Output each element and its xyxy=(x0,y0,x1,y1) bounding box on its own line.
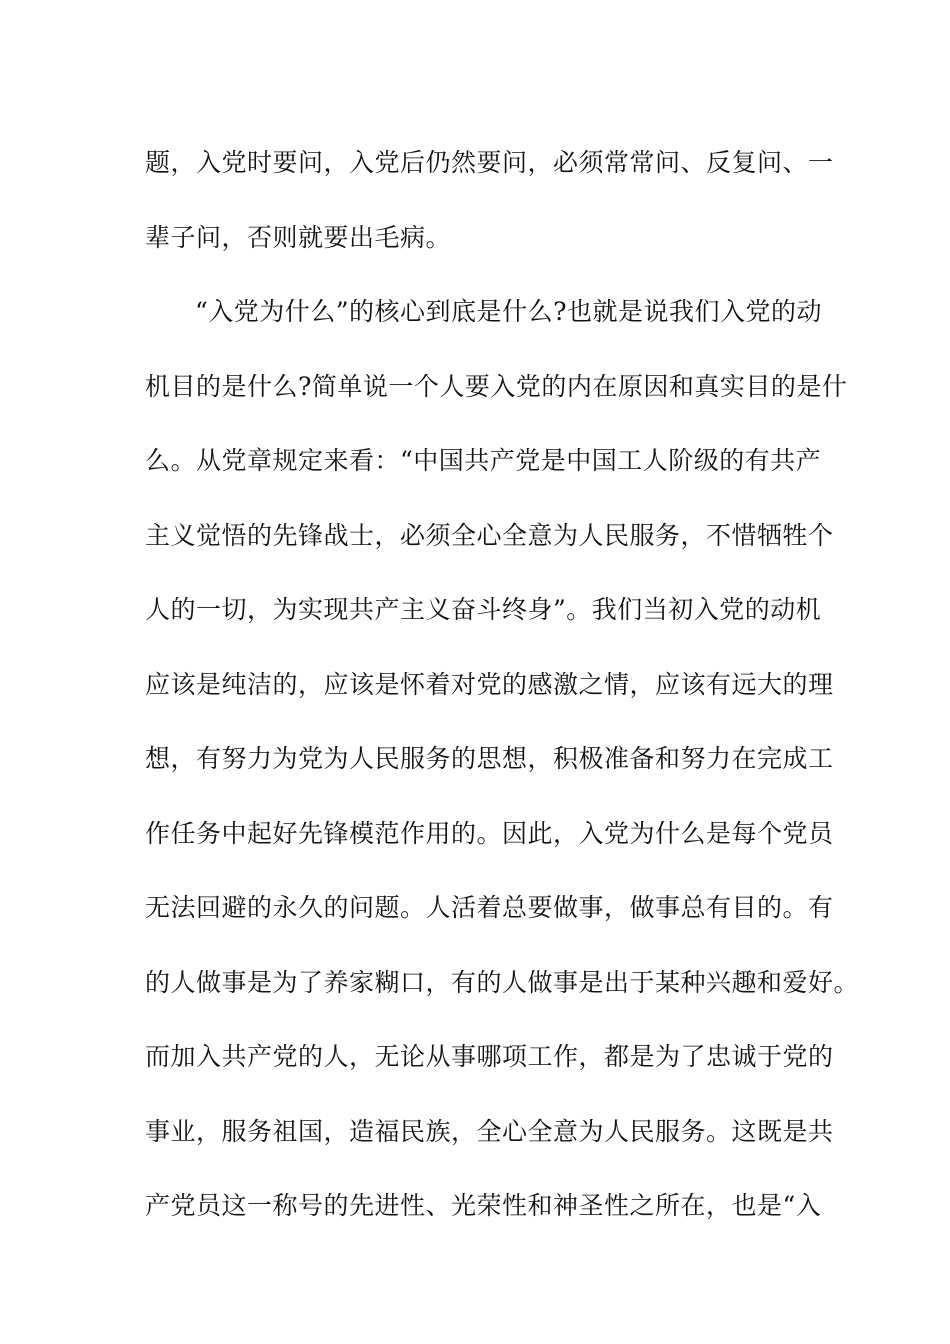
text-line: 辈子问，否则就要出毛病。 xyxy=(145,222,452,252)
text-line: 产党员这一称号的先进性、光荣性和神圣性之所在，也是“入 xyxy=(145,1191,822,1220)
text-line: 主义觉悟的先锋战士，必须全心全意为人民服务，不惜牺牲个 xyxy=(145,520,834,550)
text-line: 机目的是什么?简单说一个人要入党的内在原因和真实目的是什 xyxy=(145,371,848,401)
text-line: 无法回避的永久的问题。人活着总要做事，做事总有目的。有 xyxy=(145,893,834,922)
text-line: 应该是纯洁的，应该是怀着对党的感激之情，应该有远大的理 xyxy=(145,669,834,699)
text-line: 人的一切，为实现共产主义奋斗终身”。我们当初入党的动机 xyxy=(145,595,822,624)
body-text xyxy=(145,126,860,1244)
text-line: 题，入党时要问，入党后仍然要问，必须常常问、反复问、一 xyxy=(145,148,834,177)
text-line: 事业，服务祖国，造福民族，全心全意为人民服务。这既是共 xyxy=(145,1116,834,1146)
paragraph-start-line: “入党为什么”的核心到底是什么?也就是说我们入党的动 xyxy=(195,297,822,326)
text-line: 作任务中起好先锋模范作用的。因此，入党为什么是每个党员 xyxy=(145,818,834,848)
text-line: 么。从党章规定来看：“中国共产党是中国工人阶级的有共产 xyxy=(145,446,822,475)
text-line: 的人做事是为了养家糊口，有的人做事是出于某种兴趣和爱好。 xyxy=(145,967,860,997)
text-line: 想，有努力为党为人民服务的思想，积极准备和努力在完成工 xyxy=(145,744,834,773)
text-line: 而加入共产党的人，无论从事哪项工作，都是为了忠诚于党的 xyxy=(145,1042,834,1071)
